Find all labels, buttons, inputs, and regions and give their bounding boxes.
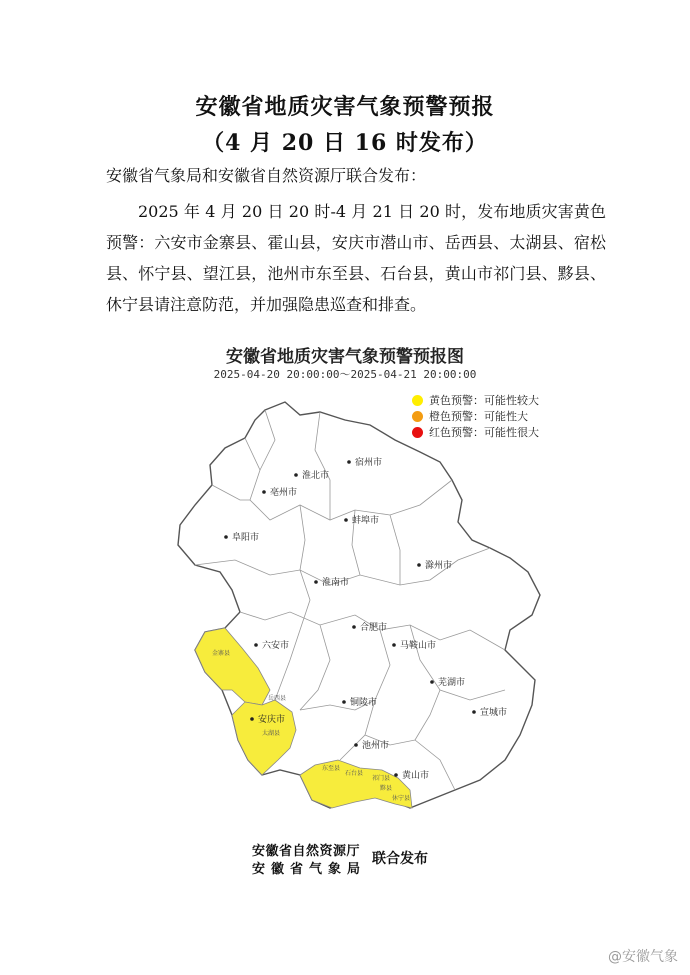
county-label: 岳西县 [268,695,287,702]
city-label: 淮南市 [322,578,350,588]
city-dot [417,563,421,567]
city-label: 滁州市 [425,561,453,571]
issuer-line-1: 安徽省自然资源厅 [252,844,361,859]
warning-paragraph: 2025 年 4 月 20 日 20 时-4 月 21 日 20 时，发布地质灾害黄色预警：六安市金寨县、霍山县，安庆市潜山市、岳西县、太湖县、宿松县、怀宁县、望江县，池州市东至县、石台县，黄山市祁门县、黟县、休宁县请注意防范，并加强隐患巡查和排查。 [106,202,606,314]
city-label: 马鞍山市 [400,641,437,651]
legend-yellow-label: 黄色预警：可能性较大 [429,394,539,407]
city-dot [394,773,398,777]
city-label: 淮北市 [302,471,330,481]
city-dot [344,518,348,522]
county-label: 太湖县 [262,730,281,737]
city-label: 宣城市 [480,708,508,718]
city-dot [250,717,254,721]
city-label: 池州市 [362,741,390,751]
city-dot [347,460,351,464]
county-label: 石台县 [345,770,364,777]
city-dot [430,680,434,684]
city-label: 芜湖市 [438,678,466,688]
city-dot [354,743,358,747]
city-dot [342,700,346,704]
county-label: 黟县 [380,785,393,792]
city-dot [352,625,356,629]
city-label: 六安市 [262,641,290,651]
city-label: 安庆市 [258,715,286,725]
watermark: @安徽气象 [608,949,678,965]
legend-red-label: 红色预警：可能性很大 [429,426,539,439]
city-dot [262,490,266,494]
city-dot [314,580,318,584]
county-label: 金寨县 [212,650,231,657]
city-label: 宿州市 [355,458,383,468]
city-dot [392,643,396,647]
joint-release-label: 联合发布 [372,851,428,867]
city-dot [224,535,228,539]
page-subtitle: （4 月 20 日 16 时发布） [202,130,488,156]
city-label: 亳州市 [270,488,298,498]
legend-orange-label: 橙色预警：可能性大 [429,410,528,423]
city-dot [294,473,298,477]
page-title: 安徽省地质灾害气象预警预报 [195,94,495,120]
city-label: 合肥市 [360,623,388,633]
city-dot [254,643,258,647]
issuer-line-2: 安徽省气象局 [252,862,367,877]
city-label: 铜陵市 [350,698,378,708]
city-label: 黄山市 [402,771,430,781]
map-title: 安徽省地质灾害气象预警预报图 [226,347,464,367]
intro-paragraph: 安徽省气象局和安徽省自然资源厅联合发布： [106,166,427,185]
city-label: 蚌埠市 [352,516,380,526]
map-time-range: 2025-04-20 20:00:00～2025-04-21 20:00:00 [213,368,477,381]
county-label: 祁门县 [372,775,391,782]
county-label: 东至县 [322,765,341,772]
county-label: 休宁县 [392,795,411,802]
city-label: 阜阳市 [232,533,260,543]
city-dot [472,710,476,714]
